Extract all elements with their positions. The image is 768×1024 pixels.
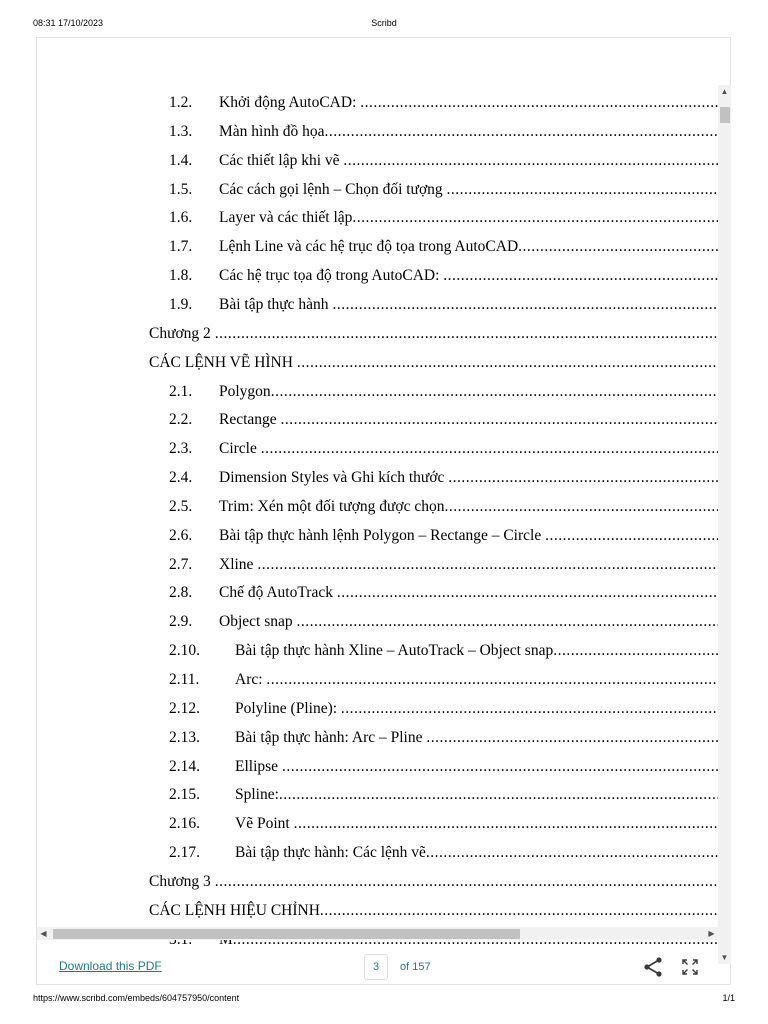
toc-entry-number: 2.10. [169,642,200,660]
toc-entry [169,497,718,517]
toc-entry-title: Chế độ AutoTrack ..... [219,583,718,603]
page-number-input[interactable]: 3 [364,954,388,980]
toc-entry [169,728,718,748]
toc-entry-title: Bài tập thực hành: Arc – Pline ..... [235,728,718,748]
toc-entry [169,266,718,286]
toc-entry-number: 1.8. [169,267,193,285]
toc-entry [169,641,718,661]
toc-entry-title: Object snap ..... [219,612,718,632]
print-footer [0,993,768,1007]
toc-chapter-entry [149,872,718,892]
page-total: of 157 [400,961,431,973]
scroll-left-arrow-icon[interactable]: ◀ [40,929,47,938]
scrollbar-corner [718,927,731,940]
toc-entry-number: 2.13. [169,728,200,746]
toc-entry-title: Chương 2 ..... [149,324,718,344]
toc-entry [169,93,718,113]
toc-entry-title: Vẽ Point ..... [235,814,718,834]
toc-entry [169,382,718,402]
vertical-scrollbar[interactable] [718,85,731,964]
toc-entry-title: Rectange ..... [219,410,718,430]
toc-entry-number: 2.6. [169,526,193,544]
vertical-scroll-thumb[interactable] [720,107,730,123]
toc-entry-number: 1.2. [169,94,193,111]
toc-entry [169,814,718,834]
toc-entry-number: 2.9. [169,613,193,631]
toc-entry [169,583,718,603]
toc-entry-title: Chương 3 ..... [149,872,718,892]
toc-entry-number: 2.8. [169,584,193,602]
horizontal-scrollbar[interactable] [37,927,718,940]
toc-entry-number: 1.4. [169,151,193,169]
toc-entry-title: CÁC LỆNH HIỆU CHỈNH ..... [149,901,718,921]
toc-entry-title: Các cách gọi lệnh – Chọn đối tượng ..... [219,180,718,200]
toc-entry [169,151,718,171]
toc-entry-number: 2.3. [169,440,193,458]
toc-entry-number: 1.9. [169,295,193,313]
viewer-toolbar [37,941,730,986]
toc-entry [169,555,718,575]
toc-entry [169,237,718,257]
document-viewport[interactable] [37,85,718,964]
scroll-down-arrow-icon[interactable]: ▼ [720,953,729,962]
toc-entry [169,785,718,805]
toc-entry [169,295,718,315]
print-header [0,18,768,32]
toc-entry-title: Polyline (Pline): ..... [235,699,718,719]
toc-entry-title: Các thiết lập khi vẽ ..... [219,151,718,171]
toc-entry-title: Bài tập thực hành Xline – AutoTrack – Object snap ..... [235,641,718,661]
toc-entry-title: Khởi động AutoCAD: ..... [219,93,718,113]
share-icon[interactable] [642,956,664,978]
toc-entry-number: 2.2. [169,411,193,429]
toc-entry-title: Bài tập thực hành: Các lệnh vẽ ..... [235,843,718,863]
toc-entry-number: 2.1. [169,382,193,400]
toc-entry-number: 1.6. [169,209,193,227]
toc-entry [169,843,718,863]
toc-entry-number: 1.5. [169,180,193,198]
toc-entry-title: Ellipse ..... [235,757,718,777]
toc-chapter-entry [149,324,718,344]
toc-entry-title: Màn hình đồ họa ..... [219,122,718,142]
toc-entry [169,757,718,777]
toc-entry-title: Arc: ..... [235,670,718,690]
toc-entry-title: Spline: ..... [235,785,718,805]
toc-entry-number: 2.7. [169,555,193,573]
toc-entry-title: Lệnh Line và các hệ trục độ tọa trong AutoCAD ..... [219,237,718,257]
toc-entry [169,526,718,546]
toc-entry-title: Xline ..... [219,555,718,575]
horizontal-scroll-thumb[interactable] [53,929,520,939]
toc-chapter-entry [149,901,718,921]
toc-entry-title: Trim: Xén một đối tượng được chọn ..... [219,497,718,517]
toc-entry-title: CÁC LỆNH VẼ HÌNH ..... [149,353,718,373]
toc-entry-number: 1.7. [169,238,193,256]
toc-entry-number: 2.12. [169,699,200,717]
print-datetime: 08:31 17/10/2023 [33,18,104,28]
toc-entry-title: Bài tập thực hành ..... [219,295,718,315]
toc-entry-number: 2.11. [169,671,200,688]
document-embed [36,37,731,985]
print-title: Scribd [371,18,397,28]
print-url: https://www.scribd.com/embeds/604757950/content [33,993,240,1003]
toc-entry [169,122,718,142]
toc-entry-title: Các hệ trục tọa độ trong AutoCAD: ..... [219,266,718,286]
toc-entry-number: 2.4. [169,469,193,487]
embed-top-bar [37,38,730,86]
toc-entry [169,612,718,632]
toc-entry-number: 2.16. [169,815,200,833]
fullscreen-icon[interactable] [680,957,700,977]
toc-entry [169,670,718,690]
print-page-count: 1/1 [722,993,735,1003]
toc-entry-title: Circle ..... [219,439,718,459]
toc-entry [169,180,718,200]
toc-entry-number: 1.3. [169,122,193,140]
toc-entry [169,439,718,459]
toc-entry [169,410,718,430]
scroll-right-arrow-icon[interactable]: ▶ [708,929,715,938]
download-pdf-link[interactable]: Download this PDF [59,959,162,973]
toc-entry-number: 2.14. [169,757,200,775]
toc-entry-title: Bài tập thực hành lệnh Polygon – Rectange – Circle ..... [219,526,718,546]
toc-entry-title: Polygon ..... [219,382,718,402]
toc-entry [169,699,718,719]
toc-entry-title: Layer và các thiết lập ..... [219,208,718,228]
toc-entry-number: 2.15. [169,786,200,804]
toc-chapter-entry [149,353,718,373]
toc-entry-number: 2.17. [169,844,200,862]
toc-entry-title: Dimension Styles và Ghi kích thước ..... [219,468,718,488]
toc-entry [169,468,718,488]
scroll-up-arrow-icon[interactable]: ▲ [720,87,729,96]
toc-entry-number: 2.5. [169,497,193,515]
toc-entry [169,208,718,228]
